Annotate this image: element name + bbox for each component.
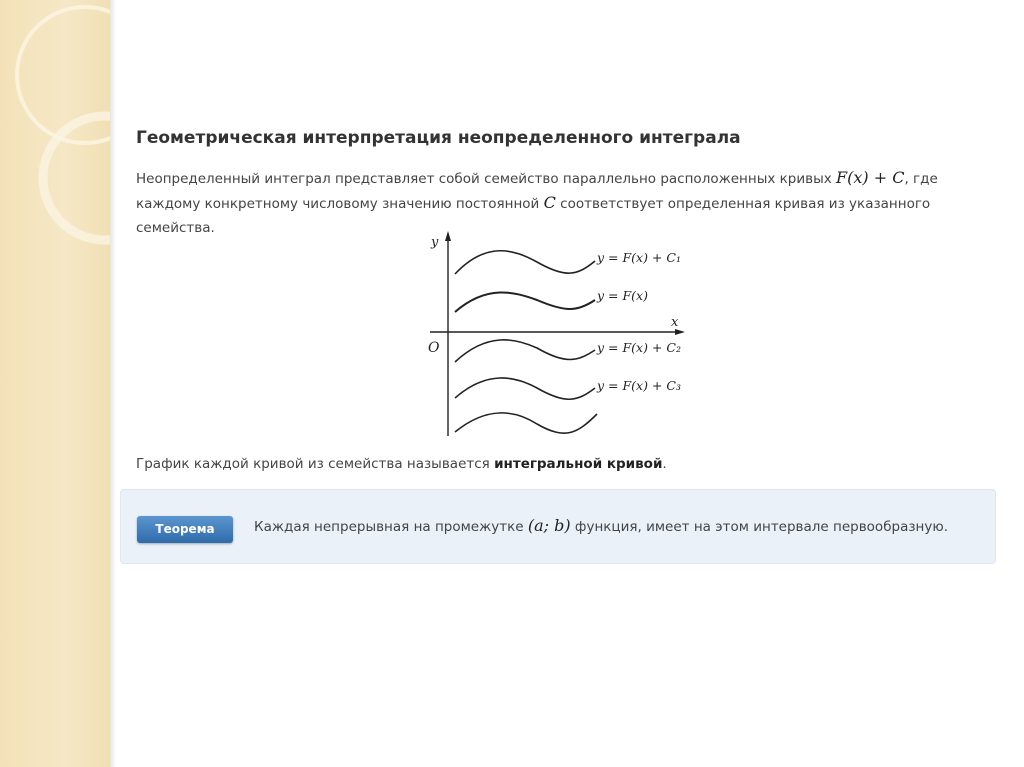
curve-f-plus-c1: [455, 251, 595, 274]
theorem-badge: Теорема: [137, 516, 233, 543]
intro-text-2: , где каждому конкретному числовому значению постоянной: [136, 171, 938, 212]
intro-text-3: соответствует определенная кривая из указанного семейства.: [136, 196, 931, 236]
y-axis-label: y: [431, 235, 439, 250]
caption-term: интегральной кривой: [494, 456, 663, 472]
curve-label-c3: y = F(x) + C₃: [597, 378, 681, 393]
decorative-rings: [0, 0, 110, 767]
decorative-side-panel: [0, 0, 110, 767]
theorem-text-1: Каждая непрерывная на промежутке: [254, 519, 528, 535]
curve-label-f: y = F(x): [597, 288, 648, 303]
caption-text: График каждой кривой из семейства называется: [136, 456, 495, 472]
intro-text-1: Неопределенный интеграл представляет собой семейство параллельно расположенных кривых: [136, 171, 837, 187]
formula-constant-c: C: [543, 193, 556, 212]
formula-f-of-x-plus-c: F(x) + C: [836, 168, 905, 187]
y-axis-arrow-icon: [445, 231, 451, 241]
side-panel-shadow: [110, 0, 116, 767]
curve-f: [455, 292, 595, 312]
curve-f-plus-c3: [455, 378, 595, 399]
theorem-text: [254, 514, 948, 539]
theorem-box: [120, 489, 996, 564]
caption-paragraph: [136, 456, 667, 472]
theorem-text-2: функция, имеет на этом интервале первообразную.: [570, 519, 949, 535]
section-heading: Геометрическая интерпретация неопределенного интеграла: [136, 128, 741, 148]
x-axis-label: x: [671, 315, 679, 330]
origin-label: O: [428, 340, 440, 356]
curve-label-c1: y = F(x) + C₁: [597, 250, 681, 265]
integral-curves-figure: [415, 228, 715, 440]
interval-formula: (a; b): [527, 516, 571, 535]
caption-end: .: [662, 456, 667, 472]
curve-label-c2: y = F(x) + C₂: [597, 340, 681, 355]
curve-f-plus-c2: [455, 340, 595, 362]
curve-extra: [455, 413, 597, 433]
